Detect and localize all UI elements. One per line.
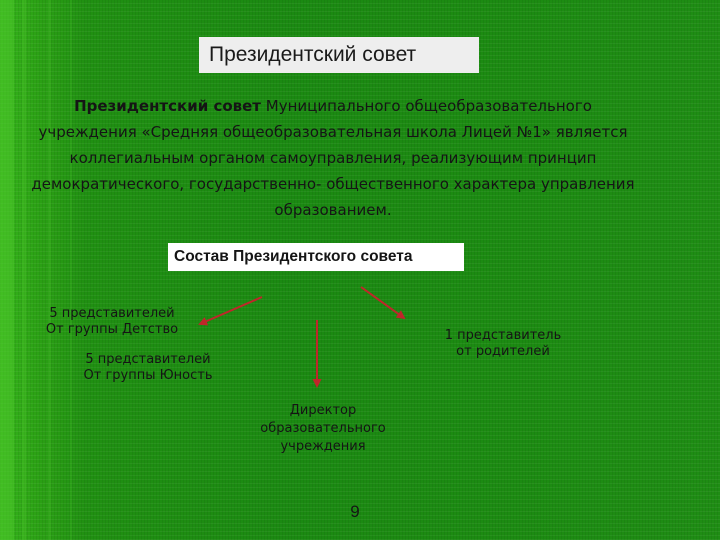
node-director: [250, 402, 396, 456]
node-line: образовательного: [260, 421, 386, 436]
node-yunost: [66, 352, 230, 384]
page-number: 9: [350, 502, 360, 521]
node-line: 5 представителей: [49, 306, 175, 321]
node-detstvo: [32, 306, 192, 338]
description-lead: Президентский совет: [74, 97, 262, 115]
node-line: От группы Детство: [45, 322, 179, 337]
arrow-to-parents: [361, 287, 404, 318]
node-line: От группы Юность: [83, 368, 213, 383]
node-line: 5 представителей: [85, 352, 211, 367]
node-line: от родителей: [456, 344, 550, 359]
node-parents: [428, 328, 578, 360]
node-line: 1 представитель: [444, 328, 562, 343]
composition-heading: Состав Президентского совета: [168, 243, 464, 271]
slide-title: Президентский совет: [199, 37, 479, 73]
description-text: Муниципального общеобразовательного учреждения «Средняя общеобразовательная школа Лицей №1» является коллегиальным органом самоуправления, реализующим принцип демократического, государственно- общественного характера управления образованием.: [31, 97, 635, 219]
node-line: учреждения: [280, 439, 366, 454]
arrow-to-detstvo: [200, 297, 262, 324]
node-line: Директор: [289, 403, 357, 418]
